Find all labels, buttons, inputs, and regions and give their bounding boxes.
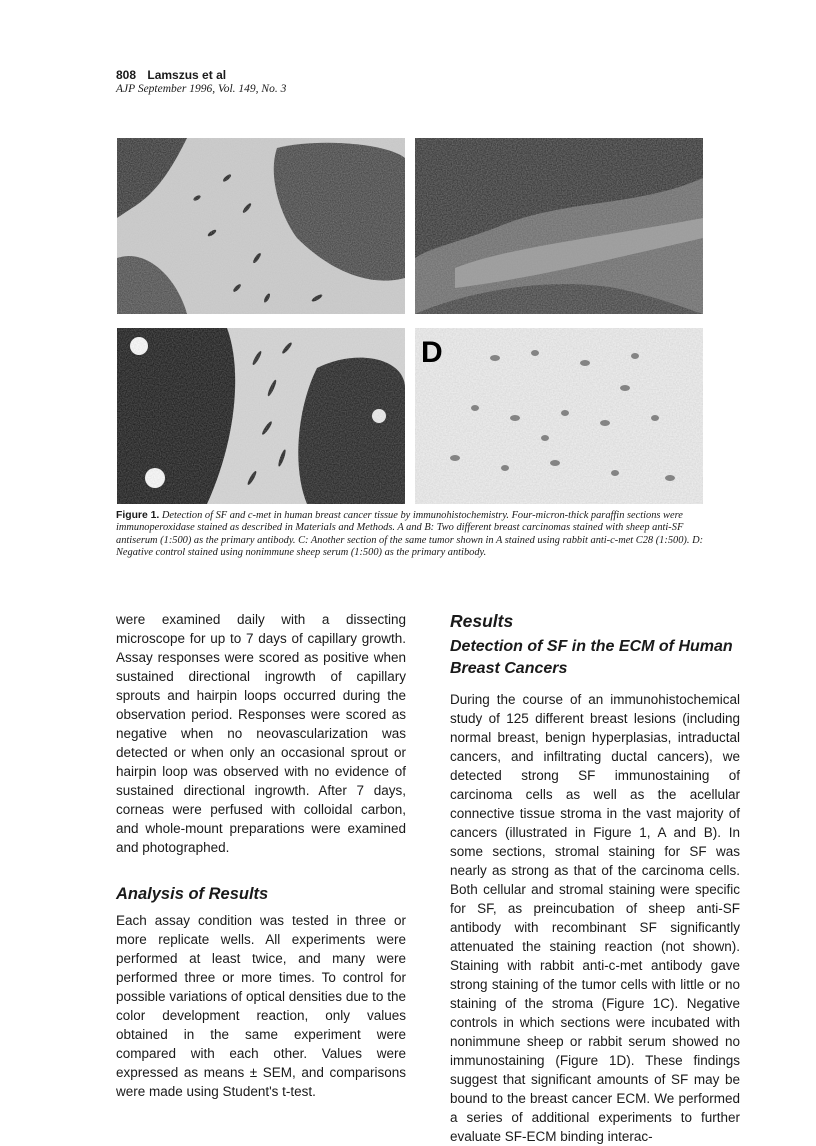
running-head-line1 bbox=[116, 68, 286, 82]
micrograph-c-image bbox=[117, 328, 405, 504]
figure-caption-label: Figure 1. bbox=[116, 510, 160, 521]
right-column bbox=[450, 610, 740, 1146]
right-paragraph-1: During the course of an immunohistochemical study of 125 different breast lesions (including normal breast, benign hyperplasias, intraductal cancers, and infiltrating ductal cancers), we detected strong SF immunostaining of carcinoma cells as well as the acellular connective tissue stroma in the vast majority of cancers (illustrated in Figure 1, A and B). In some sections, stromal staining for SF was nearly as strong as that of the carcinoma cells. Both cellular and stromal staining were specific for SF, as preincubation of sheep anti-SF antibody with recombinant SF significantly attenuated the staining reaction (not shown). Staining with rabbit anti-c-met antibody gave strong staining of the tumor cells with little or no staining of the stroma (Figure 1C). Negative controls in which sections were incubated with nonimmune sheep or rabbit serum showed no immunostaining (Figure 1D). These findings suggest that significant amounts of SF may be bound to the breast cancer ECM. We performed a series of additional experiments to further evaluate SF-ECM binding interac- bbox=[450, 692, 740, 1144]
running-head-authors: Lamszus et al bbox=[147, 68, 227, 82]
micrograph-a-image bbox=[117, 138, 405, 314]
micrograph-d-image bbox=[415, 328, 703, 504]
running-head bbox=[116, 68, 286, 96]
journal-citation: AJP September 1996, Vol. 149, No. 3 bbox=[116, 83, 287, 95]
figure-panel-b bbox=[415, 138, 703, 314]
page-number: 808 bbox=[116, 68, 137, 82]
figure-caption bbox=[116, 510, 706, 560]
panel-d-letter: D bbox=[421, 336, 443, 369]
figure-panel-d bbox=[415, 328, 703, 504]
figure-caption-text: Detection of SF and c-met in human breast cancer tissue by immunohistochemistry. Four-micron-thick paraffin sections were immunoperoxidase stained as described in Materials and Methods. A and B: Two different breast carcinomas stained with sheep anti-SF antiserum (1:500) as the primary antibody. C: Another section of the same tumor shown in A stained using rabbit anti-c-met C28 (1:500). D: Negative control stained using nonimmune sheep serum (1:500) as the primary antibody. bbox=[116, 510, 704, 559]
subsection-heading: Detection of SF in the ECM of Human Breast Cancers bbox=[450, 638, 733, 677]
left-paragraph-1: were examined daily with a dissecting microscope for up to 7 days of capillary growth. Assay responses were scored as positive when sustained directional ingrowth of capillary sprouts and hairpin loops occurred during the observation period. Responses were scored as negative when no neovascularization was detected or when only an occasional sprout or hairpin loop was observed with no evidence of sustained directional ingrowth. After 7 days, corneas were perfused with colloidal carbon, and whole-mount preparations were examined and photographed. bbox=[116, 612, 406, 855]
section-heading-results: Results bbox=[450, 611, 514, 631]
figure-panel-a bbox=[117, 138, 405, 314]
left-column bbox=[116, 610, 406, 1101]
figure-1 bbox=[117, 138, 703, 496]
left-paragraph-2: Each assay condition was tested in three or more replicate wells. All experiments were performed at least twice, and many were performed three or more times. To control for possible variations of optical densities due to the color development reaction, only values obtained in the same experiment were compared with each other. Values were expressed as means ± SEM, and comparisons were made using Student's t-test. bbox=[116, 913, 406, 1099]
micrograph-b-image bbox=[415, 138, 703, 314]
figure-panel-c bbox=[117, 328, 405, 504]
section-heading-analysis: Analysis of Results bbox=[116, 885, 269, 903]
